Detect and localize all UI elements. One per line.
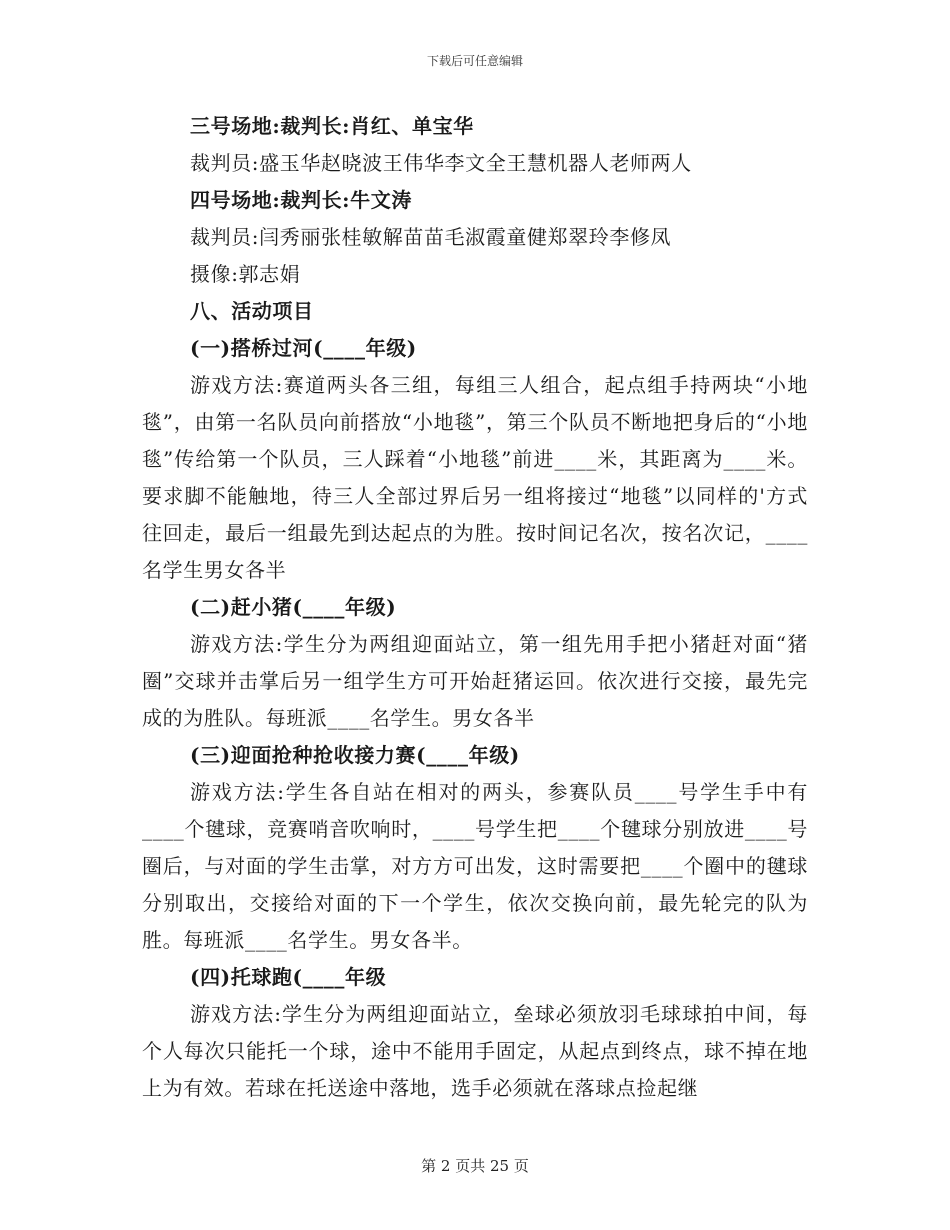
game-3-rules: 游戏方法:学生各自站在相对的两头，参赛队员____号学生手中有____个毽球，竞赛哨音吹响时，____号学生把____个毽球分别放进____号圈后，与对面的学生击掌，对方方可出发，这时需要把____个圈中的毽球分别取出，交接给对面的下一个学生，依次交换向前，最先轮完的队为胜。每班派____名学生。男女各半。 bbox=[142, 780, 808, 952]
game-4-rules: 游戏方法:学生分为两组迎面站立，垒球必须放羽毛球球拍中间，每个人每次只能托一个球，途中不能用手固定，从起点到终点，球不掉在地上为有效。若球在托送途中落地，选手必须就在落球点捡起继 bbox=[142, 1002, 808, 1100]
venue-3-referees: 裁判员:盛玉华赵晓波王伟华李文全王慧机器人老师两人 bbox=[190, 151, 692, 175]
venue-4-heading: 四号场地:裁判长:牛文涛 bbox=[190, 188, 412, 212]
section-8-heading: 八、活动项目 bbox=[190, 299, 314, 323]
game-1-heading: (一)搭桥过河(____年级) bbox=[190, 336, 417, 360]
page-footer: 第 2 页共 25 页 bbox=[421, 1157, 529, 1175]
page-header: 下载后可任意编辑 bbox=[426, 54, 523, 68]
game-2-rules: 游戏方法:学生分为两组迎面站立，第一组先用手把小猪赶对面“猪圈”交球并击掌后另一组学生方可开始赶猪运回。依次进行交接，最先完成的为胜队。每班派____名学生。男女各半 bbox=[142, 632, 808, 730]
camera-operator: 摄像:郭志娟 bbox=[190, 262, 301, 286]
venue-4-referees: 裁判员:闫秀丽张桂敏解苗苗毛淑霞童健郑翠玲李修凤 bbox=[190, 225, 672, 249]
game-1-rules: 游戏方法:赛道两头各三组，每组三人组合，起点组手持两块“小地毯”，由第一名队员向前搭放“小地毯”，第三个队员不断地把身后的“小地毯”传给第一个队员，三人踩着“小地毯”前进____米，其距离为____米。要求脚不能触地，待三人全部过界后另一组将接过“地毯”以同样的'方式往回走，最后一组最先到达起点的为胜。按时间记名次，按名次记，____名学生男女各半 bbox=[142, 373, 808, 582]
game-2-heading: (二)赶小猪(____年级) bbox=[190, 595, 397, 619]
venue-3-heading: 三号场地:裁判长:肖红、单宝华 bbox=[190, 114, 474, 138]
game-3-heading: (三)迎面抢种抢收接力赛(____年级) bbox=[190, 743, 520, 767]
document-body bbox=[142, 108, 808, 1107]
game-4-heading: (四)托球跑(____年级 bbox=[190, 965, 387, 989]
